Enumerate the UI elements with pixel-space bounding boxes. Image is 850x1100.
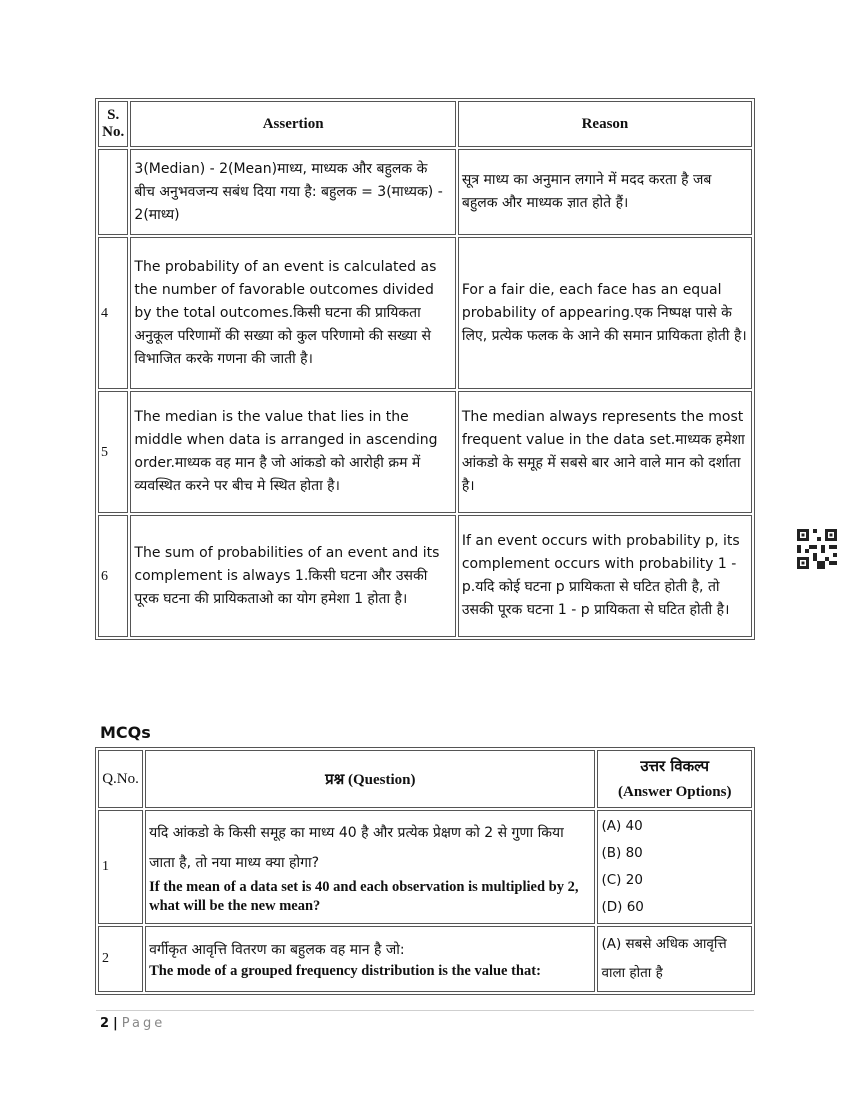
row-sno: 4	[98, 237, 128, 389]
reason-header: Reason	[458, 101, 752, 147]
row-sno	[98, 149, 128, 235]
options-header	[597, 750, 752, 808]
row-assertion: The sum of probabilities of an event and its complement is always 1.किसी घटना और उसकी पूरक घटना की प्रायिकताओ का योग हमेशा 1 होता है।	[130, 515, 455, 637]
question-header-en: (Question)	[347, 772, 416, 788]
row-assertion: 3(Median) - 2(Mean)माध्य, माध्यक और बहुलक के बीच अनुभवजन्य सबंध दिया गया है: बहुलक = 3(माध्यक) - 2(माध्य)	[130, 149, 455, 235]
row-assertion: The probability of an event is calculated as the number of favorable outcomes divided by the total outcomes.किसी घटना की प्रायिकता अनुकूल परिणामों की सख्या को कुल परिणामो की सख्या से विभाजित करके गणना की जाती है।	[130, 237, 455, 389]
table-row	[98, 391, 752, 513]
options-header-hi: उत्तर विकल्प	[640, 757, 710, 775]
options-header-en: (Answer Options)	[618, 784, 732, 800]
footer-separator: |	[113, 1016, 118, 1031]
assertion-reason-table	[96, 99, 754, 639]
row-qno: 2	[98, 926, 143, 992]
question-hi: यदि आंकडो के किसी समूह का माध्य 40 है और प्रत्येक प्रेक्षण को 2 से गुणा किया जाता है, तो नया माध्य क्या होगा?	[149, 825, 564, 871]
row-reason: The median always represents the most frequent value in the data set.माध्यक हमेशा आंकडो के समूह में सबसे बार आने वाले मान को दर्शाता है।	[458, 391, 752, 513]
page-label: Page	[121, 1016, 166, 1031]
row-reason: सूत्र माध्य का अनुमान लगाने में मदद करता है जब बहुलक और माध्यक ज्ञात होते हैं।	[458, 149, 752, 235]
question-hi: वर्गीकृत आवृत्ति वितरण का बहुलक वह मान है जो:	[149, 941, 405, 958]
question-header-hi: प्रश्न	[325, 770, 345, 788]
row-options	[597, 810, 752, 924]
question-en: The mode of a grouped frequency distribution is the value that:	[149, 962, 541, 979]
row-question	[145, 926, 595, 992]
option-b: (B) 80	[601, 845, 643, 861]
row-assertion: The median is the value that lies in the middle when data is arranged in ascending order.माध्यक वह मान है जो आंकडो को आरोही क्रम में व्यवस्थित करने पर बीच मे स्थित होता है।	[130, 391, 455, 513]
table-row	[98, 926, 752, 992]
assertion-header: Assertion	[130, 101, 455, 147]
option-c: (C) 20	[601, 872, 643, 888]
table-row	[98, 149, 752, 235]
table-row	[98, 810, 752, 924]
table-row	[98, 515, 752, 637]
page-number: 2	[100, 1016, 110, 1031]
table-header-row	[98, 750, 752, 808]
row-sno: 6	[98, 515, 128, 637]
option-a: (A) सबसे अधिक आवृत्ति वाला होता है	[601, 936, 727, 981]
row-reason: If an event occurs with probability p, its complement occurs with probability 1 - p.यदि कोई घटना p प्रायिकता से घटित होती है, तो उसकी पूरक घटना 1 - p प्रायिकता से घटित होती है।	[458, 515, 752, 637]
row-question	[145, 810, 595, 924]
option-d: (D) 60	[601, 899, 644, 915]
table-row	[98, 237, 752, 389]
row-qno: 1	[98, 810, 143, 924]
row-sno: 5	[98, 391, 128, 513]
qno-header: Q.No.	[98, 750, 143, 808]
row-options	[597, 926, 752, 992]
table-header-row	[98, 101, 752, 147]
sno-header: S. No.	[98, 101, 128, 147]
qr-code-icon	[797, 529, 837, 569]
mcq-table	[96, 748, 754, 994]
mcq-heading: MCQs	[100, 723, 151, 742]
option-a: (A) 40	[601, 818, 643, 834]
question-en: If the mean of a data set is 40 and each observation is multiplied by 2, what will be the new mean?	[149, 879, 579, 914]
question-header	[145, 750, 595, 808]
footer-divider	[96, 1010, 754, 1011]
row-reason: For a fair die, each face has an equal probability of appearing.एक निष्पक्ष पासे के लिए, प्रत्येक फलक के आने की समान प्रायिकता होती है।	[458, 237, 752, 389]
page-footer	[100, 1016, 165, 1031]
